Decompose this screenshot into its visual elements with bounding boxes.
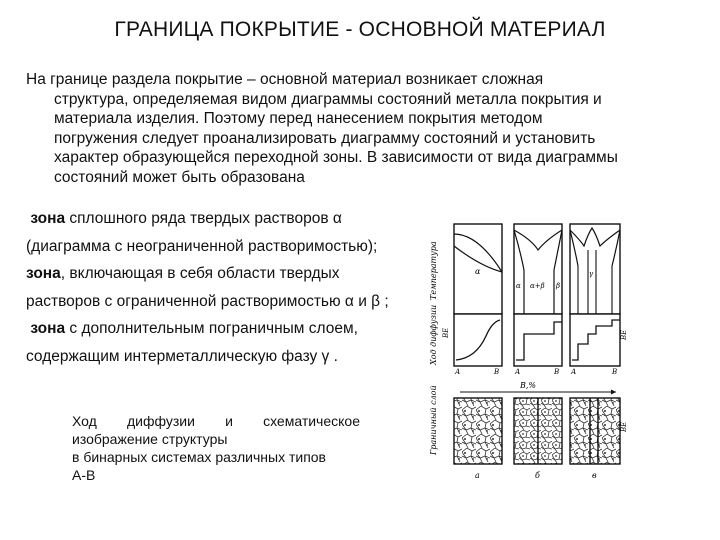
intro-paragraph <box>26 70 676 187</box>
axis-temperature-label: Температура <box>429 241 438 300</box>
zone-item-3-cont: содержащим интерметаллическую фазу γ . <box>26 347 338 365</box>
zone-keyword: зона <box>30 320 66 337</box>
axis-boundary-label: Граничный слой <box>429 385 438 455</box>
intro-line: состояний может быть образована <box>54 168 305 186</box>
label-alpha-beta: α+β <box>530 282 545 290</box>
zone-item-1-cont: (диаграмма с неограниченной растворимостью); <box>26 237 378 255</box>
label-a: А <box>455 368 461 376</box>
label-ve: ВЕ <box>442 327 450 338</box>
zone-text: с дополнительным пограничным слоем, <box>65 320 358 337</box>
zone-item-2-cont: растворов с ограниченной растворимостью α и β ; <box>26 292 389 310</box>
label-gamma: γ <box>589 270 594 278</box>
panel-label-a: а <box>475 471 480 480</box>
zone-list <box>26 205 426 370</box>
label-alpha: α <box>475 267 481 276</box>
label-a: А <box>515 368 521 376</box>
caption-line: Ход диффузии и схематическое <box>72 413 360 429</box>
zone-item-2 <box>26 260 426 288</box>
zone-keyword: зона <box>26 265 61 282</box>
caption-line: в бинарных системах различных типов <box>72 449 326 465</box>
zone-text: , включающая в себя области твердых <box>60 265 340 282</box>
phase-panel-1 <box>454 224 502 376</box>
phase-panel-3 <box>570 224 620 376</box>
label-alpha: α <box>516 282 521 290</box>
zone-item-1 <box>26 205 426 233</box>
axis-diffusion-label: Ход диффузии <box>429 304 438 365</box>
label-beta: β <box>556 282 561 290</box>
structure-panel-v <box>570 398 620 480</box>
label-b-percent: В,% <box>520 381 537 390</box>
slide-title: ГРАНИЦА ПОКРЫТИЕ - ОСНОВНОЙ МАТЕРИАЛ <box>114 18 606 41</box>
intro-line: материала изделия. Поэтому перед нанесением покрытия методом <box>54 110 543 127</box>
zone-keyword: зона <box>30 210 66 227</box>
intro-line: структура, определяемая видом диаграммы состояний металла покрытия и <box>54 90 602 108</box>
intro-line: На границе раздела покрытие – основной материал возникает сложная <box>26 71 544 88</box>
structure-panel-b <box>514 398 562 480</box>
structure-panel-a <box>454 398 502 480</box>
label-b: В <box>554 368 560 376</box>
label-b: В <box>494 368 500 376</box>
caption-line: изображение структуры <box>72 431 228 447</box>
diffusion-figure <box>420 210 635 490</box>
zone-text: сплошного ряда твердых растворов α <box>65 210 342 227</box>
phase-panel-2 <box>514 224 562 376</box>
figure-caption <box>72 412 360 484</box>
intro-line: погружения следует проанализировать диаграмму состояний и установить <box>54 129 596 147</box>
caption-line: А-В <box>72 467 96 483</box>
label-a: А <box>571 368 577 376</box>
label-ve: ВЕ <box>620 421 628 432</box>
panel-label-v: в <box>592 471 597 480</box>
zone-item-3 <box>26 315 426 343</box>
label-b: В <box>612 368 618 376</box>
label-ve: ВЕ <box>620 329 628 340</box>
panel-label-b: б <box>535 471 540 480</box>
intro-line: характер образующейся переходной зоны. В зависимости от вида диаграммы <box>54 149 618 166</box>
diffusion-diagram <box>420 210 635 485</box>
